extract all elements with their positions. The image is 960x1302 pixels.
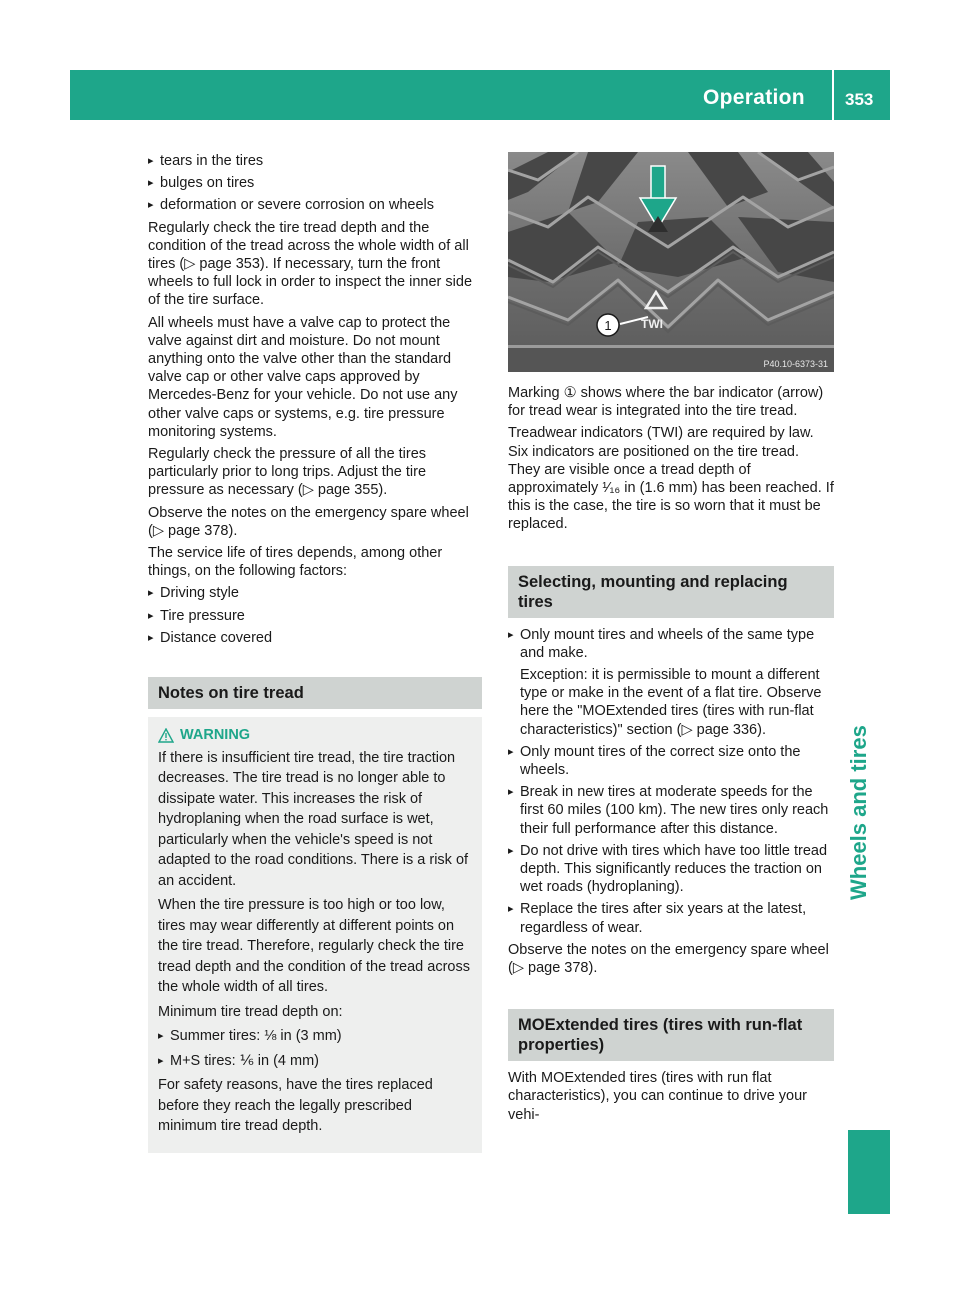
warning-paragraph: If there is insufficient tire tread, the tire traction decreases. The tire tread is no longer able to dissipate water. This increases the risk of hydroplaning when the road surface is wet, particularly when the vehicle's speed is not adapted to the road conditions. There is a risk of an accident.	[158, 749, 469, 889]
paragraph: The service life of tires depends, among other things, on the following factors:	[148, 545, 443, 580]
side-tab-title: Wheels and tires	[846, 725, 871, 900]
list-item: ▸ Only mount tires of the correct size onto the wheels.	[508, 743, 834, 779]
warning-title	[158, 725, 472, 746]
paragraph: Regularly check the pressure of all the tires particularly prior to long trips. Adjust the tire pressure as necessary (▷ page 355).	[148, 446, 427, 499]
warning-box	[148, 717, 482, 1153]
warning-paragraph: When the tire pressure is too high or too low, tires may wear differently at different points on the tire tread. Therefore, regularly check the tire tread depth and the condition of the tread across the whole width of all tires.	[158, 897, 470, 996]
header-divider	[832, 70, 834, 120]
warning-paragraph: For safety reasons, have the tires replaced before they reach the legally prescribed minimum tire tread depth.	[158, 1077, 433, 1135]
list-item: ▸ Break in new tires at moderate speeds for the first 60 miles (100 km). The new tires only reach their full performance after this distance.	[508, 783, 834, 838]
paragraph: Observe the notes on the emergency spare wheel (▷ page 378).	[148, 504, 469, 539]
list-item: ▸ Distance covered	[148, 629, 482, 647]
right-column	[508, 152, 834, 1128]
list-item: ▸ Do not drive with tires which have too little tread depth. This significantly reduces the traction on wet roads (hydroplaning).	[508, 842, 834, 897]
list-item: ▸ M+S tires: ⅙ in (4 mm)	[158, 1051, 472, 1072]
image-code: P40.10-6373-31	[763, 359, 828, 369]
warning-icon	[158, 728, 174, 743]
paragraph: Marking ① shows where the bar indicator (arrow) for tread wear is integrated into the tire tread.	[508, 385, 824, 420]
list-item: ▸ Replace the tires after six years at the latest, regardless of wear.	[508, 900, 834, 936]
paragraph: All wheels must have a valve cap to protect the valve against dirt and moisture. Do not mount anything onto the valve other than the standard valve cap or other valve caps approved by Mercedes-Benz for your vehicle. Do not use any other valve caps or systems, e.g. tire pressure monitoring systems.	[148, 314, 458, 440]
section-heading: MOExtended tires (tires with run-flat properties)	[508, 1009, 834, 1061]
paragraph: With MOExtended tires (tires with run flat characteristics), you can continue to drive your vehi-	[508, 1070, 807, 1123]
list-item: ▸ deformation or severe corrosion on wheels	[148, 196, 482, 214]
page-number: 353	[845, 90, 874, 109]
tire-tread-image	[508, 152, 834, 372]
list-item: ▸ bulges on tires	[148, 174, 482, 192]
paragraph: Exception: it is permissible to mount a different type or make in the event of a flat tire. Observe here the "MOExtended tires (tires with run-flat characteristics)" section (▷ page 336).	[520, 667, 822, 738]
list-item: ▸ Only mount tires and wheels of the same type and make.	[508, 626, 834, 662]
section-heading: Selecting, mounting and replacing tires	[508, 566, 834, 618]
page-section-title: Operation	[703, 86, 805, 109]
paragraph: Treadwear indicators (TWI) are required by law. Six indicators are positioned on the tire tread. They are visible once a tread depth of approximately ¹⁄₁₆ in (1.6 mm) has been reached. If this is the case, the tire is so worn that it must be replaced.	[508, 425, 834, 533]
warning-paragraph: Minimum tire tread depth on:	[158, 1003, 343, 1020]
twi-label: TWI	[641, 317, 663, 331]
list-item: ▸ tears in the tires	[148, 152, 482, 170]
list-item: ▸ Summer tires: ⅛ in (3 mm)	[158, 1026, 472, 1047]
side-tab-marker	[848, 1130, 890, 1214]
section-heading: Notes on tire tread	[148, 677, 482, 709]
list-item: ▸ Driving style	[148, 584, 482, 602]
paragraph: Regularly check the tire tread depth and the condition of the tread across the whole width of all tires (▷ page 353). If necessary, turn the front wheels to full lock in order to inspect the inner side of the tire surface.	[148, 219, 473, 309]
list-item: ▸ Tire pressure	[148, 607, 482, 625]
side-tab	[846, 725, 886, 940]
callout-number: 1	[604, 318, 612, 333]
paragraph: Observe the notes on the emergency spare wheel (▷ page 378).	[508, 941, 829, 977]
left-column	[148, 152, 482, 1153]
warning-label: WARNING	[180, 727, 251, 744]
